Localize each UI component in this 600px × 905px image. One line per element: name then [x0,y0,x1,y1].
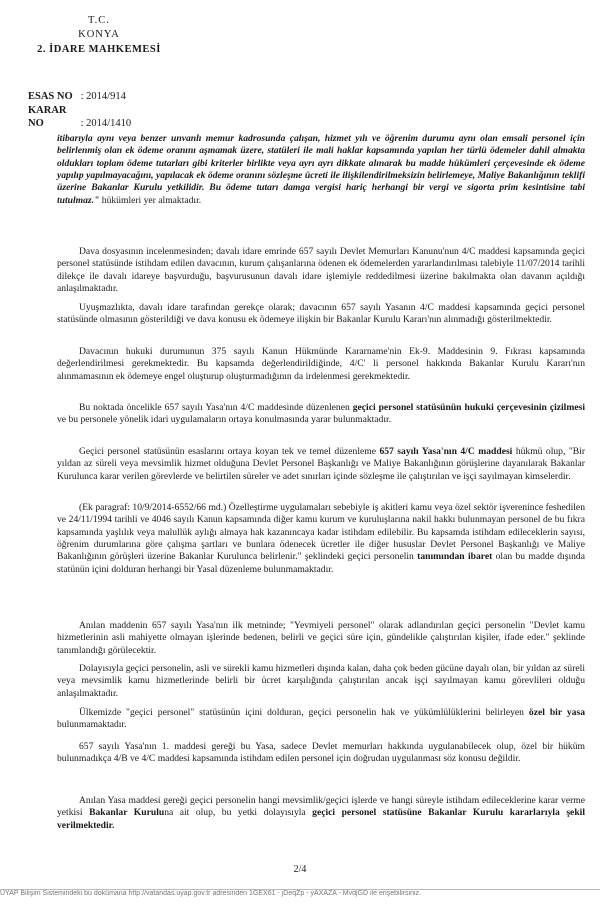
p11-bold-d: geçici personel statüsüne Bakanlar Kurulu kararlarıyla şekil verilmektedir. [57,807,585,831]
karar-no-value: : 2014/1410 [80,118,132,129]
paragraph-dispute: Uyuşmazlıkta, davalı idare tarafından gerekçe olarak; davacının 657 sayılı Yasanın 4/C maddesi kapsamında geçici personel statüsünde olmasının gösterildiği ve dava konusu ek ödemeye ilişkin bir Bakanlar Kurulu Kararı'nın alınmadığı gösterilmektedir. [57,302,585,326]
p11-text-a: Anılan Yasa maddesi gereği geçici personelin hangi mevsimlik/geçici işlerde ve hangi süreyle istihdam edileceklerine karar verme yetkisi [57,795,585,819]
p6-bold: tanımından ibaret [417,551,493,563]
header-tc: T.C. [88,15,110,26]
paragraph-yevmiyeli: Anılan maddenin 657 sayılı Yasa'nın ilk metninde; "Yevmiyeli personel" olarak adlandırılan geçici personelin "Devlet kamu hizmetlerinin asli mahiyette olmayan işlerinde bedenen, belirli ve geçici süre için, gündelikle çalıştırılan kişiler, ifade eder." şeklinde tanımlandığı görülecektir. [57,620,585,656]
p4-text-a: Bu noktada öncelikle 657 sayılı Yasa'nın 4/C maddesinde düzenlenen [79,402,353,413]
p5-text-a: Geçici personel statüsünün esaslarını ortaya koyan tek ve temel düzenleme [79,446,380,457]
paragraph-4c-definition [57,446,585,483]
header-city: KONYA [78,29,120,40]
page-number: 2/4 [293,864,307,875]
quoted-provision [57,133,585,207]
quoted-provision-tail: hükümleri yer almaktadır. [99,194,202,206]
paragraph-4c-framework [57,402,585,427]
p5-text-c: hükmü olup, "Bir yıldan az süreli veya mevsimlik hizmet olduğuna Devlet Personel Başkanlığı ve Maliye Bakanlığının görüşlerine dayanılarak Bakanlar Kurulunca karar verilen görevlerde ve belirtilen süreler ve adet sınırları içinde sözleşme ile çalıştırılan ve işçi sayılmayan kimselerdir. [57,446,586,482]
uyap-footer: UYAP Bilişim Sistemindeki bu dokümana http://vatandas.uyap.gov.tr adresinden 1GEX61 - jDeqZp - yAXAZA - MvdjGD ile erişebilirsiniz. [0,889,600,905]
quoted-provision-italic: itibarıyla aynı veya benzer unvanlı memur kadrosunda çalışan, hizmet yılı ve öğrenim durumu aynı olan emsali personel için belirlenmiş olan ek ödeme oranını aşmamak üzere, statüleri ile mali haklar kapsamında yapılan her türlü ödemeler dahil almakta oldukları toplam ödeme tutarları gibi kriterler birlikte veya ayrı ayrı dikkate alınarak bu madde hükümleri çerçevesinde ek ödeme yapılıp yapılmayacağını, yapılacak ek ödeme oranını sözleşme ücreti ile ilişkilendirilmeksizin belirlemeye, Maliye Bakanlığının teklifi üzerine Bakanlar Kurulu yetkilidir. Bu ödeme tutarı damga vergisi hariç herhangi bir vergi ve sigorta prim kesintisine tabi tutulmaz." [57,133,585,206]
paragraph-consequently: Dolayısıyla geçici personelin, asli ve sürekli kamu hizmetleri dışında kalan, daha çok beden gücüne dayalı olan, bir yıldan az süreli veya mevsimlik kamu hizmetlerinde belirli bir ücret karşılığında çalıştırılan ancak işçi sayılmayan kamu görevlileri olduğu anlaşılmaktadır. [57,663,585,699]
p5-bold: 657 sayılı Yasa'nın 4/C maddesi [379,446,513,457]
esas-no-value: : 2014/914 [80,91,126,102]
p9-bold: özel bir yasa [528,707,585,718]
p4-text-c: ve bu personele yönelik idari uygulamaların ortaya konulmasında yarar bulunmaktadır. [57,414,392,426]
paragraph-article-1: 657 sayılı Yasa'nın 1. maddesi gereği bu Yasa, sadece Devlet memurları hakkında uygulanabilecek olup, özel bir hüküm bulunmadıkça 4/B ve 4/C maddesi kapsamında istihdam edilen personel için doğrudan uygulanması söz konusu değildir. [57,741,585,765]
p4-bold: geçici personel statüsünün hukuki çerçevesinin çizilmesi [352,402,585,413]
p9-text-a: Ülkemizde "geçici personel" statüsünün içini dolduran, geçici personelin hak ve yükümlülüklerini belirleyen [79,707,529,718]
p6-text-a: (Ek paragraf: 10/9/2014-6552/66 md.) Özelleştirme uygulamaları sebebiyle iş akitleri kamu veya özel sektör işverenince feshedilen ve 24/11/1994 tarihli ve 4046 sayılı Kanun kapsamında diğer kamu kurum ve kuruluşlarına nakil hakkı bulunmayan personel de bu fıkra kapsamında yaşlılık veya malullük aylığı almaya hak kazanıncaya kadar istihdam edilebilir. Bu kapsamda istihdam edileceklerin sayısı, öğrenim durumlarına göre çalışma şartları ve bunlara ödenecek ücretler ile diğer hususlar Devlet Personel Başkanlığı ve Maliye Bakanlığının görüşleri üzerine Bakanlar Kurulunca belirlenir." şeklindeki geçici personelin [57,502,585,563]
p6-text-c: olan bu madde dışında statünün içini dolduran herhangi bir Yasal düzenleme bulunmamaktadır. [57,551,585,575]
karar-no-row [28,104,131,130]
paragraph-case-file: Dava dosyasının incelenmesinden; davalı idare emrinde 657 sayılı Devlet Memurları Kanunu'nun 4/C maddesi kapsamında geçici personel statüsünde istihdam edilen davacının, kurum çalışanlarına ödenen ek ödemelerden yararlandırılması talebiyle 11/07/2014 tarihli dilekçe ile davalı idareye başvurduğu, başvurusunun davalı idare işlemiyle reddedilmesi üzerine bakılmakta olan davanın açıldığı anlaşılmaktadır. [57,246,585,295]
esas-no-label: ESAS NO [28,91,73,102]
esas-no-row [28,90,126,103]
p11-bold-council: Bakanlar Kurulu [89,807,165,819]
header-court: 2. İDARE MAHKEMESİ [37,44,161,55]
paragraph-legal-status: Davacının hukuki durumunun 375 sayılı Kanun Hükmünde Kararname'nin Ek-9. Maddesinin 9. Fıkrası kapsamında değerlendirilmesi gerekmektedir. Bu kapsamda değerlendirildiğinde, 4/C' li personel hakkında Bakanlar Kurulu Kararı'nın alınmamasının ek ödemeye engel oluşturup oluşturmadığının da irdelenmesi gerekmektedir. [57,346,585,382]
karar-no-label: KARAR NO [28,105,67,129]
paragraph-ek-paragraf [57,502,585,576]
paragraph-council-authority [57,795,585,832]
paragraph-no-special-law [57,707,585,732]
p9-text-c: bulunmamaktadır. [57,719,127,731]
p11-text-c: na ait olup, bu yetki dolayısıyla [164,807,313,819]
